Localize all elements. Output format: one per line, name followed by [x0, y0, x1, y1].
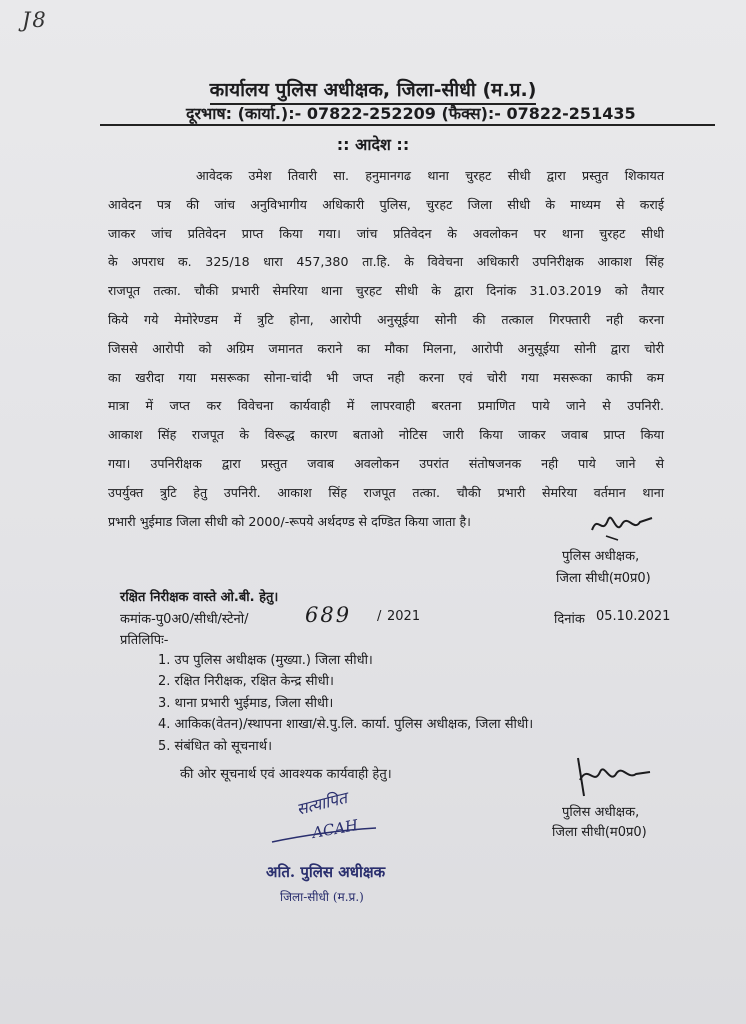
header-divider: [100, 124, 715, 126]
reference-slash: /: [377, 609, 382, 624]
signature-district: जिला सीधी(म0प्र0): [556, 571, 651, 586]
body-line: उपर्युक्त त्रुटि हेतु उपनिरी. आकाश सिंह राजपूत तत्का. चौकी प्रभारी सेमरिया वर्तमान थाना: [108, 484, 664, 500]
corner-note: J8: [22, 8, 48, 32]
order-body: [108, 162, 664, 536]
signature-mark: [588, 506, 658, 546]
copies-footer: की ओर सूचनार्थ एवं आवश्यक कार्यवाही हेतु।: [180, 767, 392, 782]
signature-district: जिला सीधी(म0प्र0): [552, 825, 647, 840]
order-title: :: आदेश ::: [336, 135, 410, 154]
list-item: 1. उप पुलिस अधीक्षक (मुख्या.) जिला सीधी।: [158, 653, 373, 668]
signature-title: पुलिस अधीक्षक,: [562, 805, 640, 820]
body-line: आवेदन पत्र की जांच अनुविभागीय अधिकारी पुलिस, चुरहट जिला सीधी के माध्यम से कराई: [108, 196, 664, 212]
office-heading: कार्यालय पुलिस अधीक्षक, जिला-सीधी (म.प्र.): [0, 76, 746, 102]
body-line: आकाश सिंह राजपूत के विरूद्ध कारण बताओ नोटिस जारी किया जाकर जवाब प्राप्त किया: [108, 427, 664, 443]
body-line: गया। उपनिरीक्षक द्वारा प्रस्तुत जवाब अवलोकन उपरांत संतोषजनक नही पाये जाने से: [108, 455, 664, 471]
reference-number: 689: [305, 603, 352, 627]
stamp-underline: [270, 826, 380, 846]
list-item: 2. रक्षित निरीक्षक, रक्षित केन्द्र सीधी।: [158, 674, 334, 690]
stamp-designation: अति. पुलिस अधीक्षक: [266, 863, 386, 881]
signature-title: पुलिस अधीक्षक,: [562, 549, 640, 564]
body-line: मात्रा में जप्त कर विवेचना कार्यवाही में लापरवाही बरतना प्रमाणित पाये जाने से उपनिरी.: [108, 398, 664, 414]
phone-line: दूरभाष: (कार्या.):- 07822-252209 (फैक्स):- 07822-251435: [186, 104, 636, 123]
reference-prefix: कमांक-पु0अ0/सीधी/स्टेनो/: [120, 612, 249, 627]
copy-list: [158, 650, 533, 757]
stamp-district: जिला-सीधी (म.प्र.): [280, 890, 364, 904]
date-label: दिनांक: [554, 612, 585, 627]
reference-year: 2021: [387, 609, 421, 624]
body-line: किये गये मेमोरेण्डम में त्रुटि होना, आरोपी अनुसूईया सोनी की तत्काल गिरफ्तारी नही करना: [108, 311, 664, 327]
date-value: 05.10.2021: [596, 609, 671, 624]
body-line: राजपूत तत्का. चौकी प्रभारी सेमरिया थाना चुरहट सीधी के द्वारा दिनांक 31.03.2019 को तैयार: [108, 283, 664, 299]
body-line: के अपराध क. 325/18 धारा 457,380 ता.हि. के विवेचना अधिकारी उपनिरीक्षक आकाश सिंह: [108, 254, 664, 270]
body-line: जाकर जांच प्रतिवेदन प्राप्त किया गया। जांच प्रतिवेदन के अवलोकन पर थाना चुरहट सीधी: [108, 225, 664, 241]
body-line: जिससे आरोपी को अग्रिम जमानत कराने का मौका मिलना, आरोपी अनुसूईया सोनी द्वारा चोरी: [108, 340, 664, 356]
body-line: आवेदक उमेश तिवारी सा. हनुमानगढ थाना चुरहट सीधी द्वारा प्रस्तुत शिकायत: [196, 168, 664, 183]
stamp-initial: ACAH: [310, 816, 360, 842]
body-line: प्रभारी भुईमाड जिला सीधी को 2000/-रूपये अर्थदण्ड से दण्डित किया जाता है।: [108, 513, 471, 529]
copy-label: प्रतिलिपिः-: [120, 633, 169, 648]
body-line: का खरीदा गया मसरूका सोना-चांदी भी जप्त नही करना एवं चोरी गया मसरूका काफी कम: [108, 369, 664, 385]
stamp-attest: सत्यापित: [294, 788, 349, 819]
forward-to-line: रक्षित निरीक्षक वास्ते ओ.बी. हेतु।: [120, 590, 279, 605]
list-item: 3. थाना प्रभारी भुईमाड, जिला सीधी।: [158, 695, 334, 711]
list-item: 4. आकिक(वेतन)/स्थापना शाखा/से.पु.लि. कार्या. पुलिस अधीक्षक, जिला सीधी।: [158, 717, 534, 733]
signature-mark: [570, 752, 660, 802]
list-item: 5. संबंधित को सूचनार्थ।: [158, 738, 272, 754]
